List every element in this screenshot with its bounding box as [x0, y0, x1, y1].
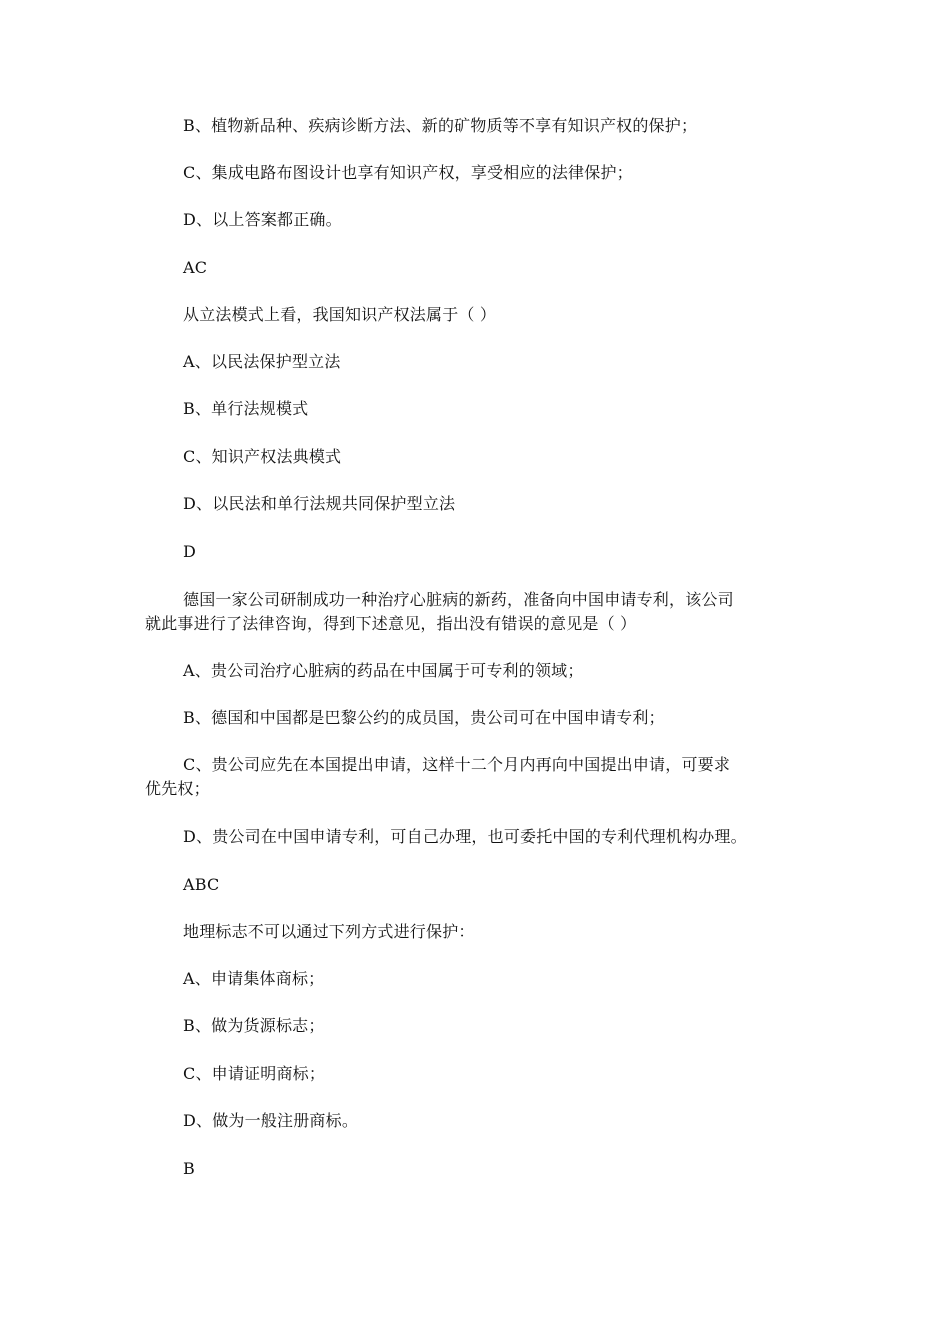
option-d: D、以上答案都正确。	[183, 210, 342, 229]
option-d: D、做为一般注册商标。	[183, 1111, 359, 1130]
question: 从立法模式上看，我国知识产权法属于（ ）	[183, 305, 497, 324]
answer: ABC	[183, 875, 220, 894]
option-d: D、贵公司在中国申请专利，可自己办理，也可委托中国的专利代理机构办理。	[183, 827, 747, 846]
option-c: C、知识产权法典模式	[183, 447, 342, 466]
option-a: A、申请集体商标；	[183, 969, 325, 988]
answer: D	[183, 542, 197, 561]
answer: AC	[183, 258, 208, 277]
option-b: B、单行法规模式	[183, 399, 309, 418]
option-c: C、集成电路布图设计也享有知识产权，享受相应的法律保护；	[183, 163, 633, 182]
option-a: A、贵公司治疗心脏病的药品在中国属于可专利的领域；	[183, 661, 584, 680]
option-c: C、申请证明商标；	[183, 1064, 326, 1083]
option-b: B、做为货源标志；	[183, 1016, 325, 1035]
question-line-1: 德国一家公司研制成功一种治疗心脏病的新药，准备向中国申请专利，该公司	[183, 590, 734, 609]
option-d: D、以民法和单行法规共同保护型立法	[183, 494, 456, 513]
option-a: A、以民法保护型立法	[183, 352, 341, 371]
question: 地理标志不可以通过下列方式进行保护：	[183, 922, 475, 941]
answer: B	[183, 1159, 195, 1178]
option-c-line-1: C、贵公司应先在本国提出申请，这样十二个月内再向中国提出申请，可要求	[183, 755, 731, 774]
option-c-line-2: 优先权；	[145, 779, 210, 798]
option-b: B、德国和中国都是巴黎公约的成员国，贵公司可在中国申请专利；	[183, 708, 665, 727]
option-b: B、植物新品种、疾病诊断方法、新的矿物质等不享有知识产权的保护；	[183, 116, 698, 135]
question-line-2: 就此事进行了法律咨询，得到下述意见，指出没有错误的意见是（ ）	[145, 614, 637, 633]
